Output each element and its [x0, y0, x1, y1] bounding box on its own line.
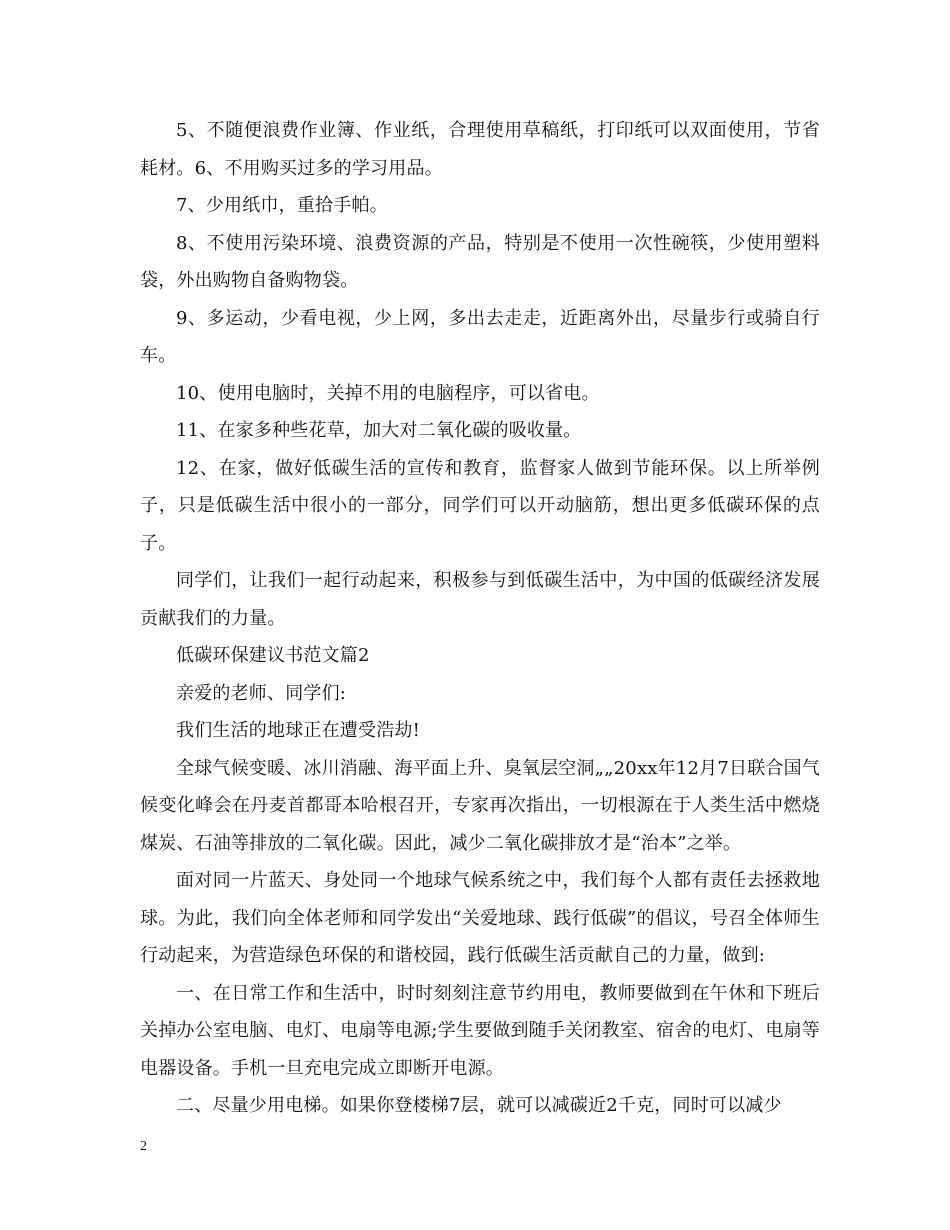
paragraph-item-10: 10、使用电脑时，关掉不用的电脑程序，可以省电。: [176, 382, 600, 404]
section-title: 低碳环保建议书范文篇2: [176, 645, 370, 666]
paragraph-item-7: 7、少用纸巾，重拾手帕。: [176, 195, 388, 216]
electricity-paragraph: 一、在日常工作和生活中，时时刻刻注意节约用电，教师要做到在午休和下班后关掉办公室电脑、电灯、电扇等电源;学生要做到随手关闭教室、宿舍的电灯、电扇等电器设备。手机一旦充电完成立即断开电源。: [140, 982, 820, 1079]
climate-paragraph: 全球气候变暖、冰川消融、海平面上升、臭氧层空洞„„20xx年12月7日联合国气候变化峰会在丹麦首都哥本哈根召开，专家再次指出，一切根源在于人类生活中燃烧煤炭、石油等排放的二氧化碳。因此，减少二氧化碳排放才是“治本”之举。: [140, 757, 821, 854]
closing-paragraph: 同学们，让我们一起行动起来，积极参与到低碳生活中，为中国的低碳经济发展贡献我们的力量。: [140, 570, 820, 629]
paragraph-item-5: 5、不随便浪费作业簿、作业纸，合理使用草稿纸，打印纸可以双面使用，节省耗材。6、不用购买过多的学习用品。: [140, 120, 820, 179]
paragraph-item-12: 12、在家，做好低碳生活的宣传和教育，监督家人做到节能环保。以上所举例子，只是低碳生活中很小的一部分，同学们可以开动脑筋，想出更多低碳环保的点子。: [140, 457, 820, 554]
salutation: 亲爱的老师、同学们:: [176, 682, 347, 704]
initiative-paragraph: 面对同一片蓝天、身处同一个地球气候系统之中，我们每个人都有责任去拯救地球。为此，我们向全体老师和同学发出“关爱地球、践行低碳”的倡议，号召全体师生行动起来，为营造绿色环保的和谐校园，践行低碳生活贡献自己的力量，做到:: [140, 870, 820, 966]
elevator-paragraph: 二、尽量少用电梯。如果你登楼梯7层，就可以减碳近2千克，同时可以减少: [176, 1095, 782, 1116]
paragraph-item-9: 9、多运动，少看电视，少上网，多出去走走，近距离外出，尽量步行或骑自行车。: [140, 307, 820, 366]
paragraph-item-8: 8、不使用污染环境、浪费资源的产品，特别是不使用一次性碗筷，少使用塑料袋，外出购物自备购物袋。: [140, 232, 820, 291]
document-body: [140, 112, 820, 1125]
paragraph-item-11: 11、在家多种些花草，加大对二氧化碳的吸收量。: [176, 420, 582, 441]
page-number: 2: [140, 1139, 147, 1154]
opening-line: 我们生活的地球正在遭受浩劫!: [176, 720, 421, 741]
